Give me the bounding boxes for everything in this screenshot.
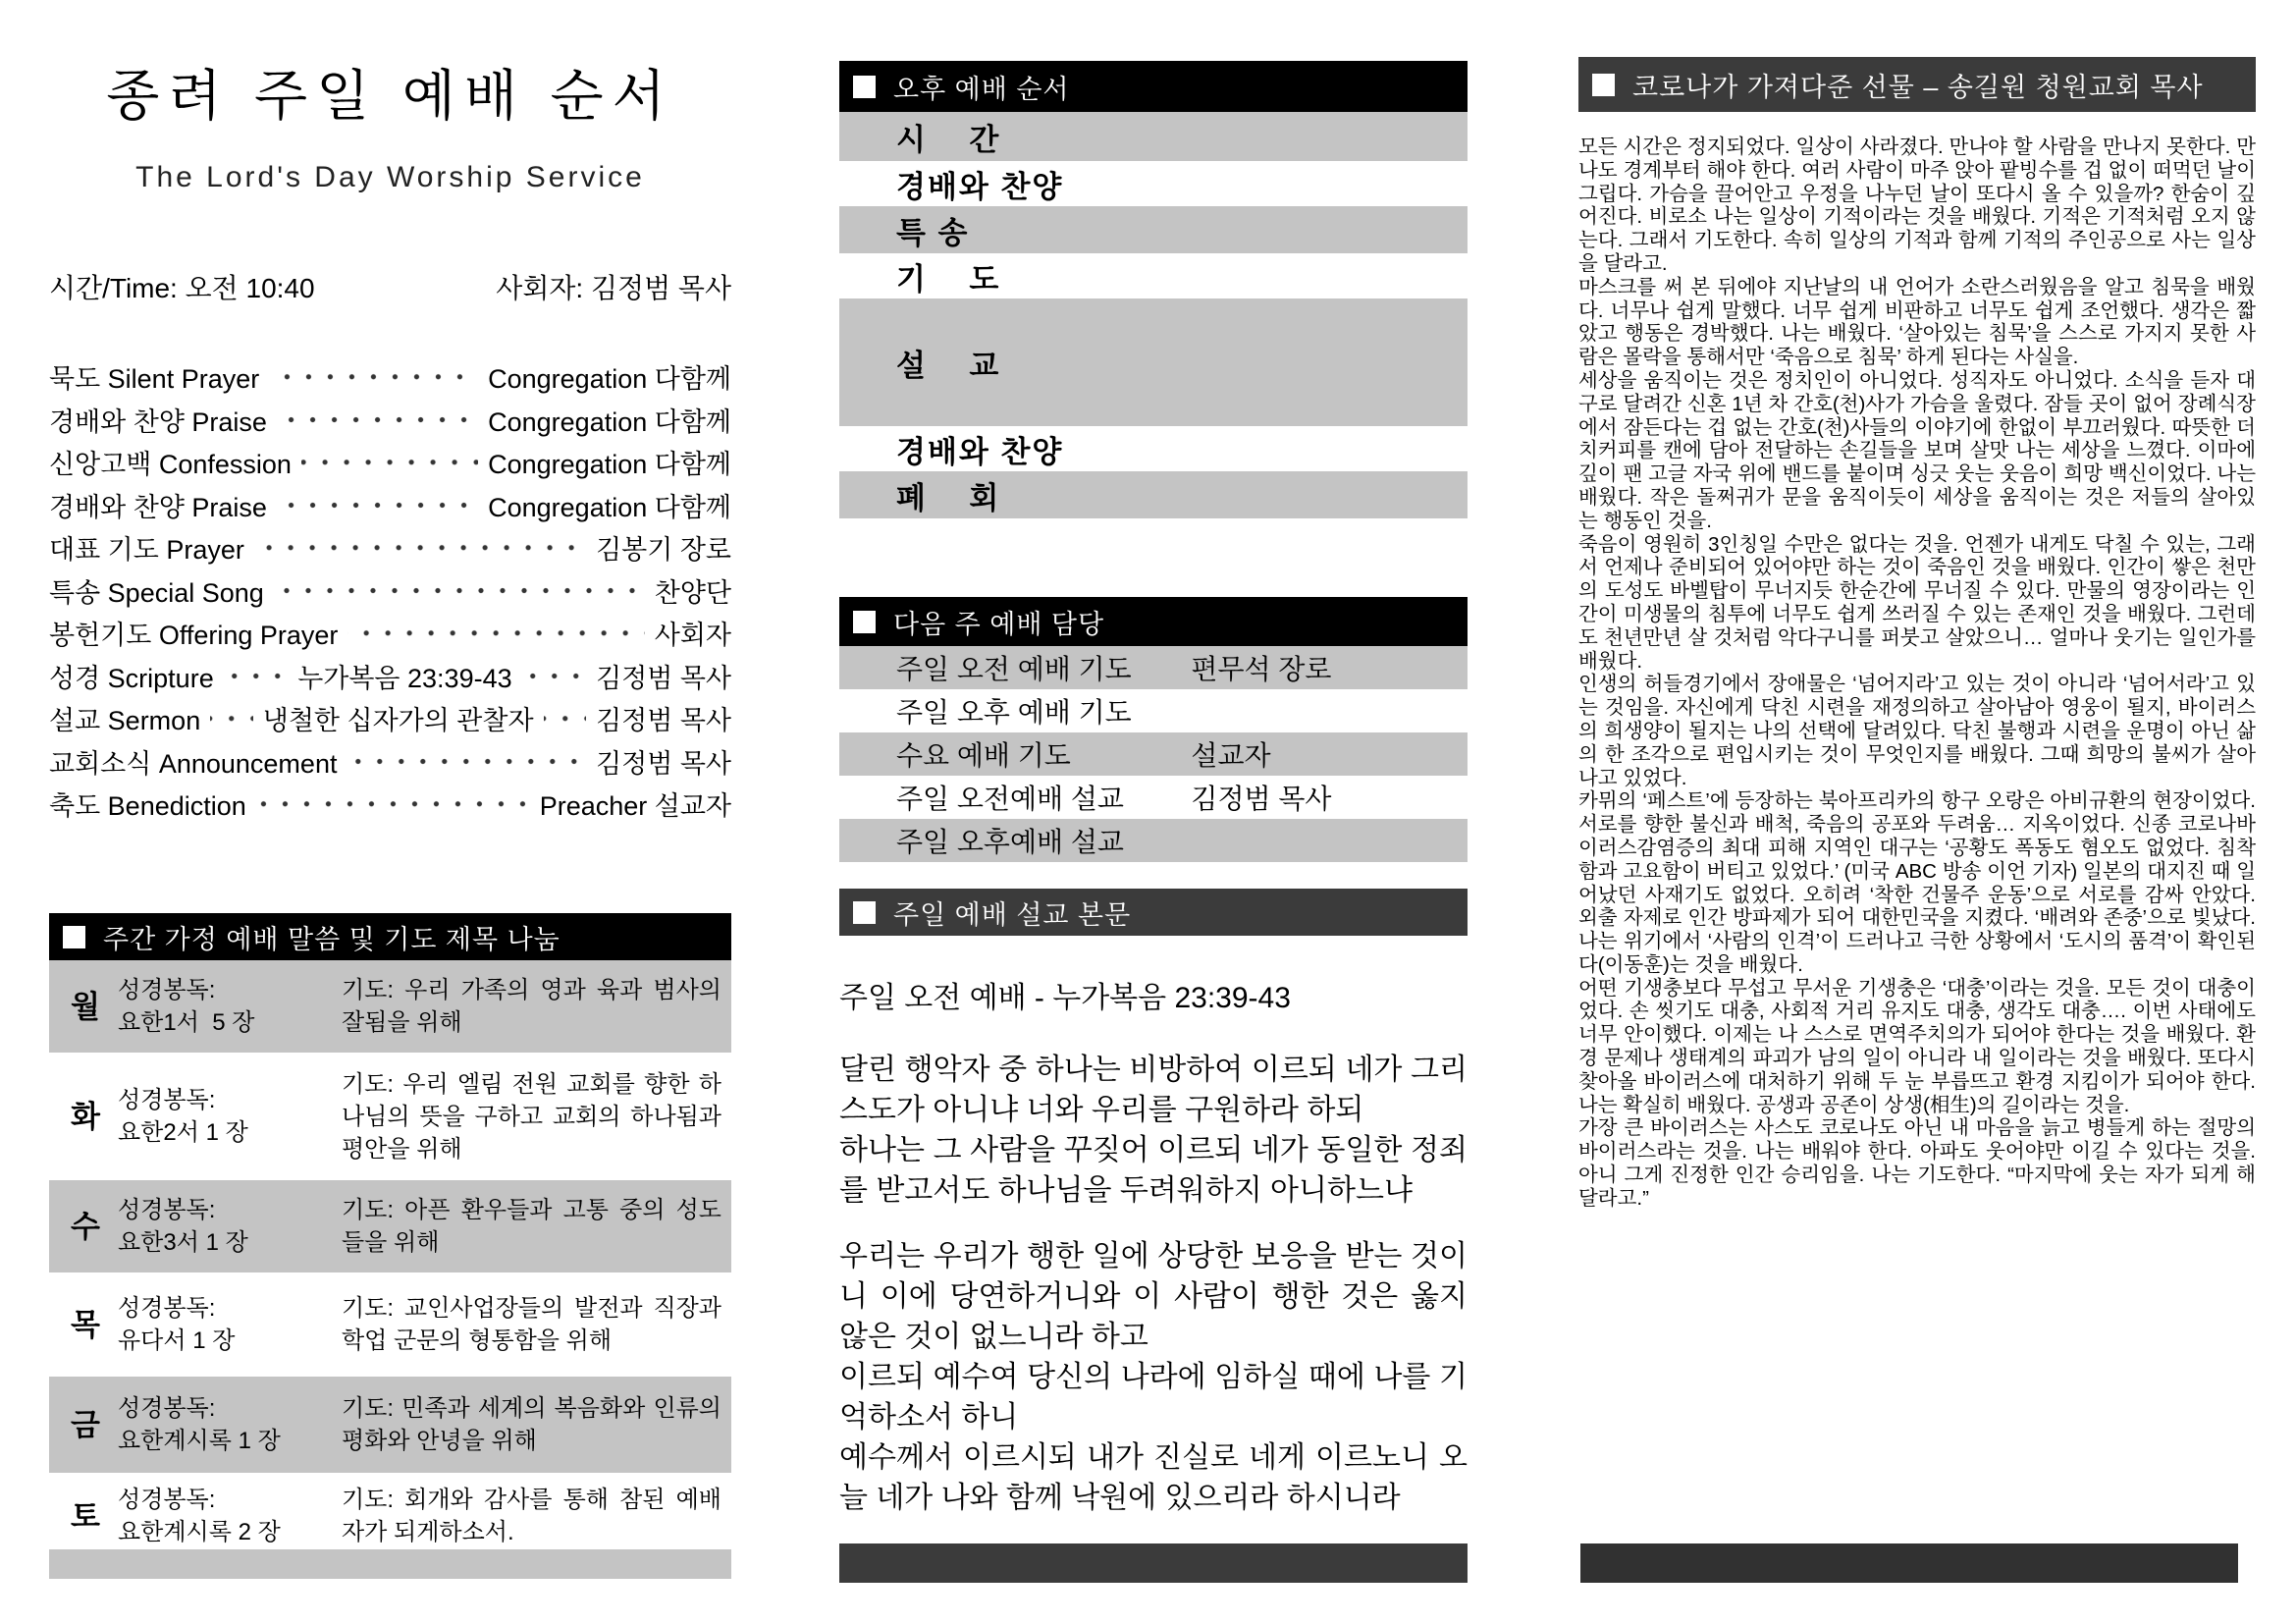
- scripture-reading-value: 요한계시록 1 장: [118, 1428, 281, 1454]
- scripture-reading-cell: [118, 1484, 342, 1548]
- dotted-leader: [256, 783, 530, 826]
- worship-order-row: [49, 441, 731, 484]
- assignment-person: 김정범 목사: [1191, 784, 1332, 814]
- weekly-row-day: 금: [71, 1407, 100, 1442]
- assignment-label: 주일 오후 예배 기도: [896, 697, 1132, 728]
- essay-paragraph: 인생의 허들경기에서 장애물은 ‘넘어지라’고 있는 것이 아니라 ‘넘어서라’고 있는 것임을. 자신에게 닥친 시련을 재정의하고 살아남아 영웅이 될지, 바이러스의 희생양이 될지는 나의 선택에 달려있다. 닥친 불행과 시련을 운명이 아닌 삶의 한 조각으로 편입시키는 것이 무엇인지를 배웠다. 그때 희망의 불씨가 살아나고 있었다.: [1578, 673, 2256, 789]
- assignment-label: 주일 오전예배 설교: [896, 784, 1124, 814]
- page-title: 종려 주일 예배 순서: [106, 65, 674, 127]
- worship-order-row: [49, 655, 731, 698]
- scripture-reading-value: 요한1서 5 장: [118, 1009, 255, 1036]
- order-item-label: 신앙고백 Confession: [49, 450, 292, 480]
- dotted-leader: [347, 612, 644, 655]
- scripture-reading-label: 성경봉독:: [118, 1295, 216, 1322]
- scripture-reading-value: 요한3서 1 장: [118, 1229, 248, 1256]
- service-info-row: [49, 267, 731, 306]
- weekly-family-worship-table: [49, 913, 731, 1559]
- sermon-text-title: 주일 오전 예배 - 누가복음 23:39-43: [839, 982, 1291, 1014]
- prayer-topic: 기도: 우리 가족의 영과 육과 범사의 잘됨을 위해: [342, 977, 721, 1036]
- order-item-assignee: 찬양단: [654, 577, 731, 608]
- dotted-leader: [522, 655, 586, 698]
- worship-order-row: [49, 697, 731, 740]
- next-week-header: [839, 597, 1468, 646]
- afternoon-order-header-label: 오후 예배 순서: [893, 74, 1070, 104]
- table-row: [49, 1377, 731, 1473]
- dotted-leader: [347, 740, 586, 784]
- worship-order-list: [49, 355, 731, 826]
- header-square-icon: [853, 901, 876, 924]
- order-item-assignee: Congregation 다함께: [488, 406, 731, 437]
- table-row: [49, 1272, 731, 1377]
- prayer-topic: 기도: 우리 엘림 전원 교회를 향한 하나님의 뜻을 구하고 교회의 하나됨과 평안을 위해: [342, 1070, 721, 1163]
- order-item-label: 대표 기도 Prayer: [49, 535, 244, 566]
- column-footer-bar: [1580, 1543, 2238, 1583]
- verse-line: 예수께서 이르시되 내가 진실로 네게 이르노니 오늘 네가 나와 함께 낙원에 있으리라 하시니라: [839, 1441, 1468, 1514]
- table-row: [49, 1180, 731, 1272]
- essay-body: [1578, 135, 2256, 1540]
- worship-order-row: [49, 569, 731, 613]
- order-item-label: 축도 Benediction: [49, 791, 246, 822]
- order-item-assignee: Congregation 다함께: [488, 492, 731, 522]
- order-item-label: 교회소식 Announcement: [49, 748, 338, 779]
- order-item-assignee: Congregation 다함께: [488, 450, 731, 480]
- assignment-label: 수요 예배 기도: [896, 740, 1071, 771]
- order-item-label: 경배와 찬양: [896, 169, 1064, 204]
- essay-paragraph: 어떤 기생충보다 무섭고 무서운 기생충은 ‘대충’이라는 것을. 모든 것이 대충이었다. 손 씻기도 대충, 사회적 거리 유지도 대충, 생각도 대충…. 이번 사태에도 너무 안이했다. 이제는 나 스스로 면역주치의가 되어야 한다는 것을 배웠다. 환경 문제나 생태계의 파괴가 남의 일이 아니라 내 일이라는 것을 배웠다. 또다시 찾아올 바이러스에 대처하기 위해 두 눈 부릅뜨고 환경 지킴이가 되어야 한다. 나는 확실히 배웠다. 공생과 공존이 상생(相生)의 길이라는 것을.: [1578, 976, 2256, 1116]
- worship-order-row: [49, 355, 731, 399]
- order-item-label: 묵도 Silent Prayer: [49, 364, 260, 395]
- essay-header-label: 코로나가 가져다준 선물 – 송길원 청원교회 목사: [1632, 72, 2204, 102]
- order-item-label: 특송 Special Song: [49, 577, 264, 608]
- middle-column: [839, 0, 1468, 1624]
- header-square-icon: [853, 76, 876, 98]
- table-row: [49, 960, 731, 1053]
- weekly-row-day: 화: [71, 1099, 100, 1134]
- worship-order-row: [49, 783, 731, 826]
- next-week-section: [839, 597, 1468, 862]
- assignment-label: 주일 오후예배 설교: [896, 827, 1124, 857]
- left-column: [49, 0, 731, 1624]
- page-subtitle: The Lord's Day Worship Service: [135, 161, 645, 193]
- scripture-reading-label: 성경봉독:: [118, 1087, 216, 1113]
- order-item-detail: 냉철한 십자가의 관찰자: [262, 706, 534, 736]
- order-item-assignee: 사회자: [654, 621, 731, 651]
- order-item-label: 기 도: [896, 261, 1001, 297]
- assignment-person: 설교자: [1191, 740, 1271, 771]
- weekly-row-day: 수: [71, 1209, 100, 1244]
- scripture-reading-label: 성경봉독:: [118, 1197, 216, 1223]
- order-item-label: 성경 Scripture: [49, 663, 214, 693]
- dotted-leader: [277, 399, 478, 442]
- column-footer-bar: [839, 1543, 1468, 1583]
- order-item-detail: 누가복음 23:39-43: [297, 663, 512, 693]
- prayer-topic: 기도: 교인사업장들의 발전과 직장과 학업 군문의 형통함을 위해: [342, 1295, 721, 1354]
- order-item-label: 봉헌기도 Offering Prayer: [49, 621, 339, 651]
- next-week-row: [839, 646, 1468, 689]
- afternoon-order-header: [839, 61, 1468, 112]
- scripture-reading-value: 유다서 1 장: [118, 1327, 236, 1354]
- essay-paragraph: 죽음이 영원히 3인칭일 수만은 없다는 것을. 언젠가 내게도 닥칠 수 있는, 그래서 언제나 준비되어 있어야만 하는 것이 죽음인 것을 배웠다. 인간이 쌓은 천만의 도성도 바벨탑이 무너지듯 한순간에 무너질 수 있다. 만물의 영장이라는 인간이 미생물의 침투에 너무도 쉽게 쓰러질 수 있는 존재인 것을 배웠다. 그런데도 천년만년 살 것처럼 악다구니를 퍼붓고 살았으니… 얼마나 웃기는 일인가를 배웠다.: [1578, 532, 2256, 673]
- dotted-leader: [210, 697, 253, 740]
- header-square-icon: [63, 926, 85, 948]
- worship-order-row: [49, 740, 731, 784]
- sermon-verse-block: [839, 1050, 1468, 1211]
- next-week-row: [839, 819, 1468, 862]
- order-item-label: 경배와 찬양 Praise: [49, 492, 267, 522]
- worship-order-row: [49, 399, 731, 442]
- essay-paragraph: 마스크를 써 본 뒤에야 지난날의 내 언어가 소란스러웠음을 알고 침묵을 배웠다. 너무나 쉽게 말했다. 너무 쉽게 비판하고 너무도 쉽게 조언했다. 생각은 짧았고 행동은 경박했다. 나는 배웠다. ‘살아있는 침묵’을 스스로 가지지 못한 사람은 몰락을 통해서만 ‘죽음으로 침묵’ 하게 된다는 사실을.: [1578, 275, 2256, 369]
- dotted-leader: [277, 484, 478, 527]
- scripture-reading-cell: [118, 1392, 342, 1457]
- scripture-reading-label: 성경봉독:: [118, 1395, 216, 1422]
- worship-order-row: [49, 484, 731, 527]
- essay-header: [1578, 57, 2256, 112]
- dotted-leader: [269, 355, 478, 399]
- next-week-row: [839, 689, 1468, 732]
- order-item-label: 폐 회: [896, 480, 1001, 515]
- order-item-label: 경배와 찬양 Praise: [49, 406, 267, 437]
- scripture-reading-cell: [118, 1194, 342, 1259]
- weekly-table-header: [49, 913, 731, 960]
- scripture-reading-label: 성경봉독:: [118, 977, 216, 1003]
- dotted-leader: [544, 697, 587, 740]
- sermon-verse-block: [839, 1236, 1468, 1518]
- assignment-label: 주일 오전 예배 기도: [896, 654, 1132, 684]
- next-week-row: [839, 732, 1468, 776]
- dotted-leader: [254, 526, 586, 569]
- dotted-leader: [224, 655, 288, 698]
- afternoon-service-section: [839, 61, 1468, 518]
- essay-paragraph: 모든 시간은 정지되었다. 일상이 사라졌다. 만나야 할 사람을 만나지 못한다. 만나도 경계부터 해야 한다. 여러 사람이 마주 앉아 팥빙수를 겁 없이 떠먹던 날이 그립다. 가슴을 끌어안고 우정을 나누던 날이 또다시 올 수 있을까? 한숨이 깊어진다. 비로소 나는 일상이 기적이라는 것을 배웠다. 기적은 기적처럼 오지 않는다. 그래서 기도한다. 속히 일상의 기적과 함께 기적의 주인공으로 사는 일상을 달라고.: [1578, 135, 2256, 275]
- prayer-topic: 기도: 회개와 감사를 통해 참된 예배자가 되게하소서.: [342, 1487, 721, 1545]
- header-square-icon: [853, 611, 876, 633]
- order-item-assignee: 김정범 목사: [596, 663, 731, 693]
- scripture-reading-value: 요한계시록 2 장: [118, 1519, 281, 1545]
- next-week-header-label: 다음 주 예배 담당: [893, 609, 1105, 639]
- header-square-icon: [1592, 74, 1615, 96]
- order-item-label: 경배와 찬양: [896, 434, 1064, 469]
- scripture-reading-label: 성경봉독:: [118, 1487, 216, 1513]
- weekly-row-day: 월: [71, 989, 100, 1024]
- afternoon-order-row: [839, 161, 1468, 206]
- order-item-assignee: Congregation 다함께: [488, 364, 731, 395]
- worship-order-row: [49, 526, 731, 569]
- column-footer-bar: [49, 1549, 731, 1579]
- sermon-text-header-label: 주일 예배 설교 본문: [893, 899, 1132, 930]
- essay-paragraph: 카뮈의 ‘페스트’에 등장하는 북아프리카의 항구 오랑은 아비규환의 현장이었다. 서로를 향한 불신과 배척, 죽음의 공포와 두려움… 지옥이었다. 신종 코로나바이러스감염증의 최대 피해 지역인 대구는 ‘공황도 폭동도 혐오도 없었다. 침착함과 고요함이 버티고 있었다.’ (미국 ABC 방송 이언 기자) 일본의 대지진 때 일어났던 사재기도 없었다. 오히려 ‘착한 건물주 운동’으로 서로를 감싸 안았다. 외출 자제로 인간 방파제가 되어 대한민국을 지켰다. ‘배려와 존중’으로 빛났다. 나는 위기에서 ‘사람의 인격’이 드러나고 극한 상황에서 ‘도시의 품격’이 확인된다(이동훈)는 것을 배웠다.: [1578, 789, 2256, 976]
- verse-line: 우리는 우리가 행한 일에 상당한 보응을 받는 것이니 이에 당연하거니와 이 사람이 행한 것은 옳지 않은 것이 없느니라 하고: [839, 1240, 1468, 1353]
- scripture-reading-cell: [118, 1084, 342, 1149]
- prayer-topic: 기도: 아픈 환우들과 고통 중의 성도들을 위해: [342, 1197, 721, 1256]
- afternoon-order-row: [839, 206, 1468, 253]
- order-item-label: 설교 Sermon: [49, 706, 201, 736]
- order-item-label: 설 교: [896, 348, 1001, 383]
- next-week-row: [839, 776, 1468, 819]
- afternoon-order-row: [839, 112, 1468, 161]
- order-item-assignee: 김정범 목사: [596, 706, 731, 736]
- weekly-row-day: 토: [71, 1498, 100, 1534]
- dotted-leader: [274, 569, 645, 613]
- order-item-label: 특 송: [896, 215, 970, 250]
- prayer-topic: 기도: 민족과 세계의 복음화와 인류의 평화와 안녕을 위해: [342, 1395, 721, 1454]
- afternoon-order-row: [839, 253, 1468, 298]
- afternoon-order-row: [839, 471, 1468, 518]
- assignment-person: 편무석 장로: [1191, 654, 1332, 684]
- scripture-reading-value: 요한2서 1 장: [118, 1119, 248, 1146]
- sermon-text-header: [839, 889, 1468, 936]
- scripture-reading-cell: [118, 974, 342, 1039]
- sermon-text-section: [839, 889, 1468, 1518]
- verse-line: 이르되 예수여 당신의 나라에 임하실 때에 나를 기억하소서 하니: [839, 1361, 1468, 1434]
- table-row: [49, 1473, 731, 1559]
- verse-line: 하나는 그 사람을 꾸짖어 이르되 네가 동일한 정죄를 받고서도 하나님을 두려워하지 아니하느냐: [839, 1134, 1468, 1207]
- order-item-assignee: Preacher 설교자: [539, 791, 731, 822]
- essay-paragraph: 가장 큰 바이러스는 사스도 코로나도 아닌 내 마음을 늙고 병들게 하는 절망의 바이러스라는 것을. 나는 배워야 한다. 아파도 웃어야만 이길 수 있다는 것을. 아니 그게 진정한 인간 승리임을. 나는 기도한다. “마지막에 웃는 자가 되게 해 달라고.”: [1578, 1116, 2256, 1210]
- weekly-table-header-label: 주간 가정 예배 말씀 및 기도 제목 나눔: [103, 924, 561, 954]
- dotted-leader: [301, 441, 478, 484]
- essay-paragraph: 세상을 움직이는 것은 정치인이 아니었다. 성직자도 아니었다. 소식을 듣자 대구로 달려간 신혼 1년 차 간호(천)사가 가슴을 울렸다. 잠들 곳이 없어 장례식장에서 잠든다는 겁 없는 간호(천)사들의 이야기에 한없이 부끄러웠다. 따뜻한 더치커피를 캔에 담아 전달하는 손길들을 보며 살맛 나는 세상을 느꼈다. 이마에 깊이 팬 고글 자국 위에 밴드를 붙이며 싱긋 웃는 웃음이 희망 백신이었다. 나는 배웠다. 작은 돌쩌귀가 문을 움직이듯이 세상을 움직이는 것은 저들의 살아있는 행동인 것을.: [1578, 368, 2256, 532]
- worship-order-row: [49, 612, 731, 655]
- table-row: [49, 1053, 731, 1180]
- service-time: 시간/Time: 오전 10:40: [49, 273, 315, 303]
- verse-line: 달린 행악자 중 하나는 비방하여 이르되 네가 그리스도가 아니냐 너와 우리를 구원하라 하되: [839, 1054, 1468, 1126]
- afternoon-order-row: [839, 298, 1468, 426]
- order-item-assignee: 김정범 목사: [596, 748, 731, 779]
- service-emcee: 사회자: 김정범 목사: [496, 273, 731, 303]
- right-column: [1578, 0, 2256, 1624]
- order-item-assignee: 김봉기 장로: [596, 535, 731, 566]
- scripture-reading-cell: [118, 1292, 342, 1357]
- order-item-label: 시 간: [896, 122, 1001, 157]
- afternoon-order-row: [839, 426, 1468, 471]
- weekly-row-day: 목: [71, 1307, 100, 1342]
